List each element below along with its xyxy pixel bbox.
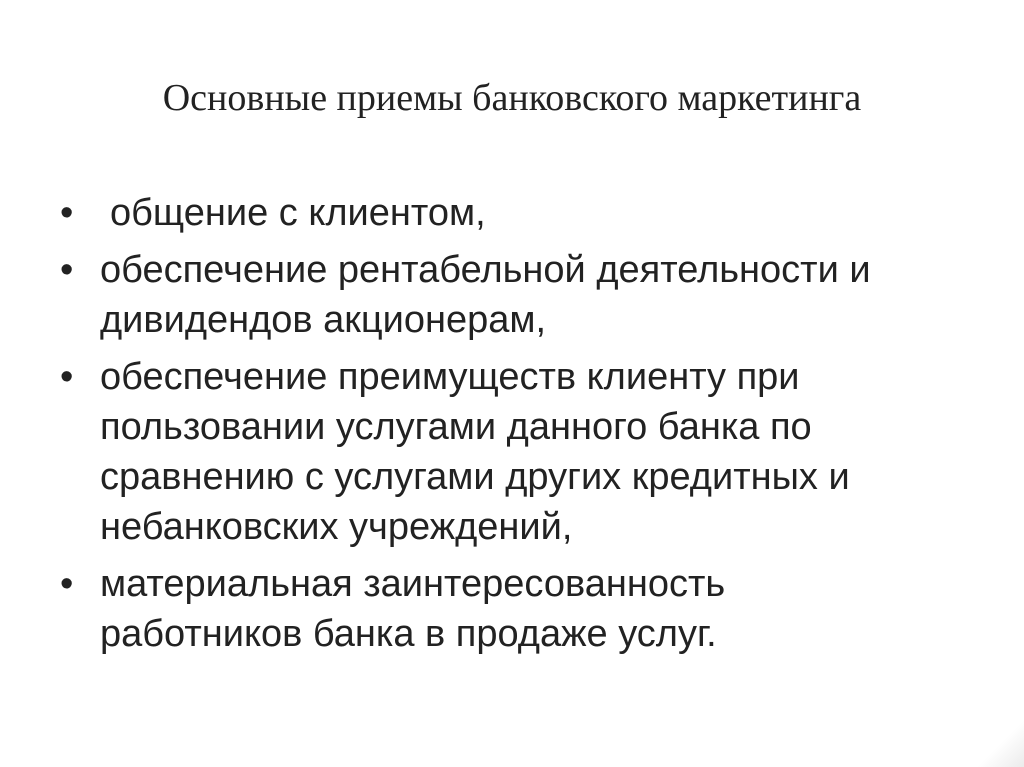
bullet-icon: • [60,249,74,291]
bullet-text [100,188,1000,238]
bullet-line: дивидендов акционерам, [100,299,547,341]
bullet-list [60,188,1000,666]
list-item [60,352,1000,552]
corner-shadow [964,707,1024,767]
bullet-text [100,559,1000,659]
bullet-text [100,352,1000,552]
bullet-line: общение с клиентом, [110,192,486,234]
bullet-line: обеспечение преимуществ клиенту при [100,356,800,398]
bullet-icon: • [60,356,74,398]
bullet-icon: • [60,563,74,605]
list-item [60,188,1000,238]
bullet-line: материальная заинтересованность [100,563,726,605]
bullet-line: сравнению с услугами других кредитных и [100,456,850,498]
bullet-icon: • [60,192,74,234]
slide-title: Основные приемы банковского маркетинга [162,77,862,119]
bullet-line: пользовании услугами данного банка по [100,406,812,448]
bullet-line: обеспечение рентабельной деятельности и [100,249,871,291]
list-item [60,245,1000,345]
bullet-text [100,245,1000,345]
bullet-line: работников банка в продаже услуг. [100,613,717,655]
list-item [60,559,1000,659]
bullet-line: небанковских учреждений, [100,506,573,548]
